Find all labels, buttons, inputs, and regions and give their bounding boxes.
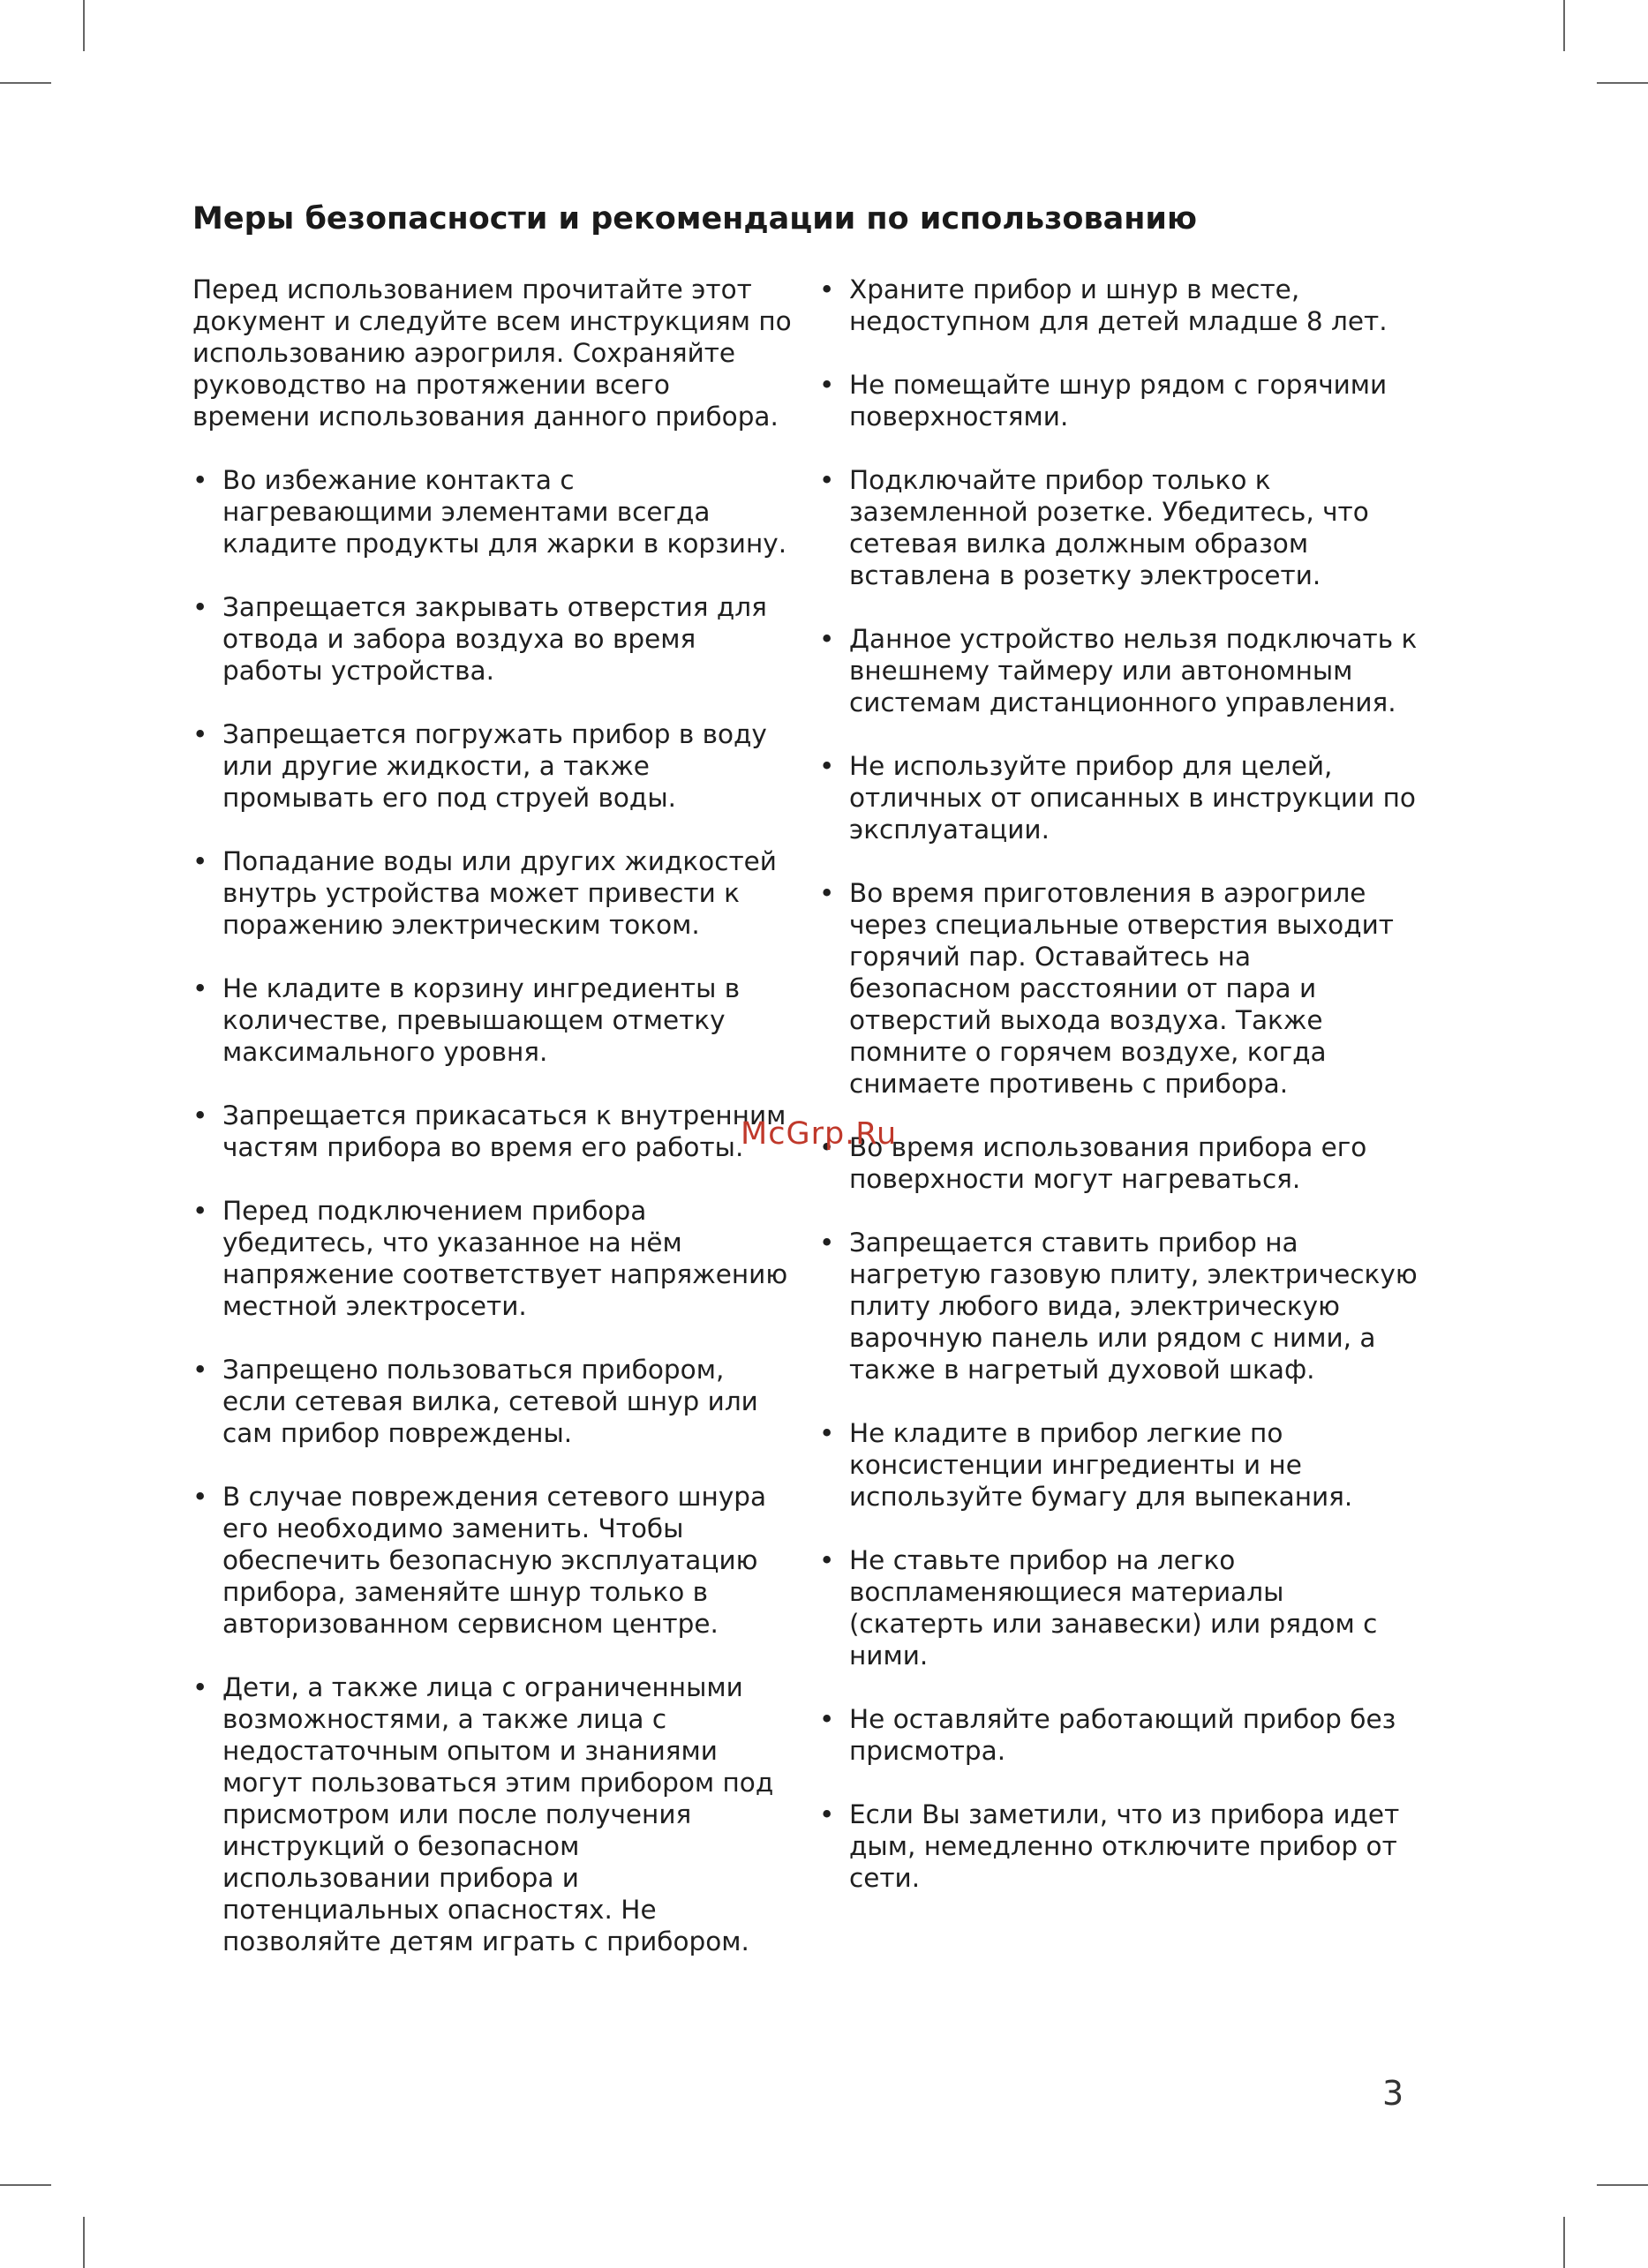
crop-mark — [1563, 2217, 1565, 2268]
page-title: Меры безопасности и рекомендации по использованию — [192, 201, 1197, 237]
crop-mark — [1597, 82, 1648, 84]
list-item: • Не оставляйте работающий прибор без присмотра. — [819, 1703, 1419, 1767]
intro-paragraph: Перед использованием прочитайте этот документ и следуйте всем инструкциям по использованию аэрогриля. Сохраняйте руководство на протяжении всего времени использования данного прибора. — [192, 274, 792, 432]
list-item: • Попадание воды или других жидкостей внутрь устройства может привести к поражению электрическим током. — [192, 845, 793, 941]
crop-mark — [0, 82, 51, 84]
list-item: • Запрещается погружать прибор в воду или другие жидкости, а также промывать его под струей воды. — [192, 718, 793, 814]
list-item: • Запрещено пользоваться прибором, если сетевая вилка, сетевой шнур или сам прибор повреждены. — [192, 1354, 793, 1449]
list-item: • Подключайте прибор только к заземленной розетке. Убедитесь, что сетевая вилка должным образом вставлена в розетку электросети. — [819, 464, 1419, 591]
watermark: McGrp.Ru — [741, 1116, 898, 1152]
left-column — [192, 274, 793, 1989]
crop-mark — [1597, 2184, 1648, 2186]
list-item: • Не используйте прибор для целей, отличных от описанных в инструкции по эксплуатации. — [819, 750, 1419, 845]
crop-mark — [83, 0, 85, 51]
list-item: • Данное устройство нельзя подключать к внешнему таймеру или автономным системам дистанционного управления. — [819, 623, 1419, 718]
list-item: • Запрещается прикасаться к внутренним частям прибора во время его работы. — [192, 1100, 793, 1163]
list-item: • Не помещайте шнур рядом с горячими поверхностями. — [819, 369, 1419, 432]
list-item: • Не кладите в корзину ингредиенты в количестве, превышающем отметку максимального уровня. — [192, 973, 793, 1068]
list-item: • Запрещается ставить прибор на нагретую газовую плиту, электрическую плиту любого вида, электрическую варочную панель или рядом с ними, а также в нагретый духовой шкаф. — [819, 1227, 1419, 1386]
crop-mark — [0, 2184, 51, 2186]
list-item: • Запрещается закрывать отверстия для отвода и забора воздуха во время работы устройства. — [192, 591, 793, 687]
crop-mark — [1563, 0, 1565, 51]
right-column — [819, 274, 1419, 1926]
list-item: • Дети, а также лица с ограниченными возможностями, а также лица с недостаточным опытом и знаниями могут пользоваться этим прибором под присмотром или после получения инструкций о безопасном использовании прибора и потенциальных опасностях. Не позволяйте детям играть с прибором. — [192, 1671, 793, 1957]
list-item: • Храните прибор и шнур в месте, недоступном для детей младше 8 лет. — [819, 274, 1419, 337]
list-item: • В случае повреждения сетевого шнура его необходимо заменить. Чтобы обеспечить безопасную эксплуатацию прибора, заменяйте шнур только в авторизованном сервисном центре. — [192, 1481, 793, 1640]
list-item: • Во избежание контакта с нагревающими элементами всегда кладите продукты для жарки в корзину. — [192, 464, 793, 559]
left-bullet-list — [192, 464, 793, 1957]
list-item: • Не ставьте прибор на легко воспламеняющиеся материалы (скатерть или занавески) или рядом с ними. — [819, 1544, 1419, 1671]
list-item: • Если Вы заметили, что из прибора идет дым, немедленно отключите прибор от сети. — [819, 1799, 1419, 1894]
right-bullet-list — [819, 274, 1419, 1894]
list-item: • Во время приготовления в аэрогриле через специальные отверстия выходит горячий пар. Оставайтесь на безопасном расстоянии от пара и отверстий выхода воздуха. Также помните о горячем воздухе, когда снимаете противень с прибора. — [819, 877, 1419, 1100]
crop-mark — [83, 2217, 85, 2268]
list-item: • Не кладите в прибор легкие по консистенции ингредиенты и не используйте бумагу для выпекания. — [819, 1417, 1419, 1513]
list-item: • Во время использования прибора его поверхности могут нагреваться. — [819, 1131, 1419, 1195]
page-number: 3 — [1382, 2074, 1404, 2113]
list-item: • Перед подключением прибора убедитесь, что указанное на нём напряжение соответствует напряжению местной электросети. — [192, 1195, 793, 1322]
